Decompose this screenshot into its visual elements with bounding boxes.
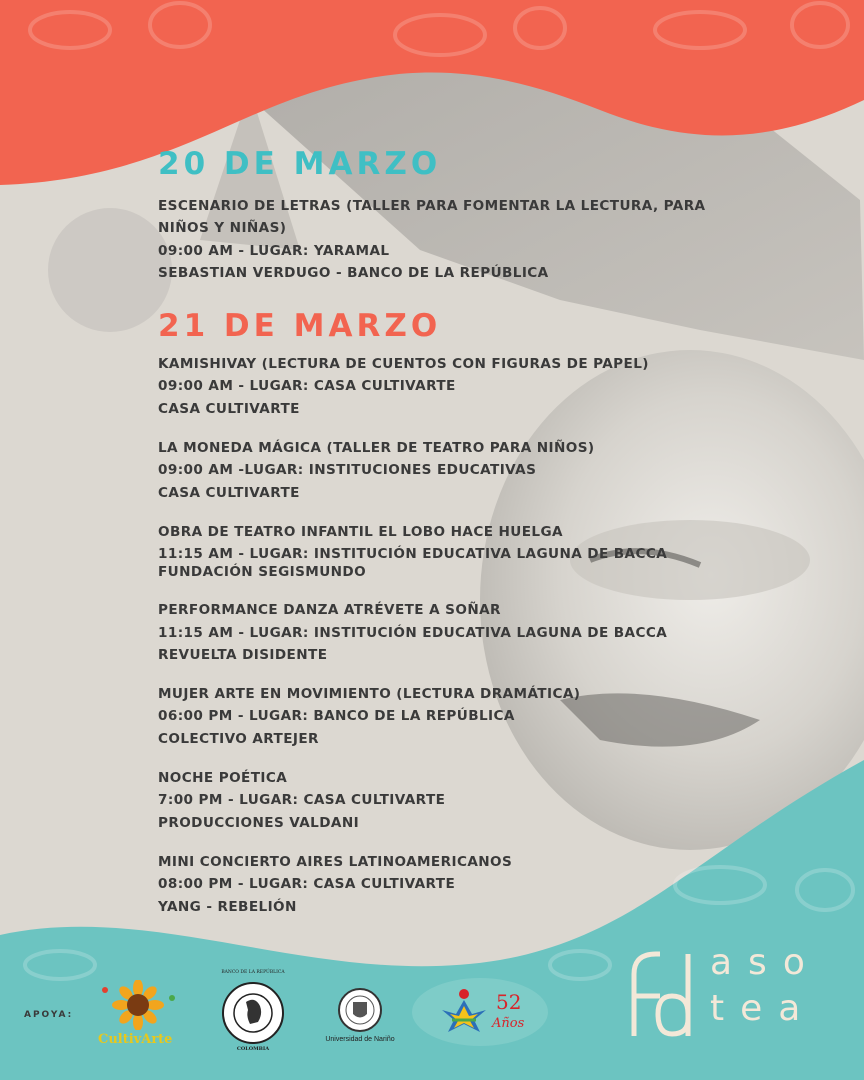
event-organizer: REVUELTA DISIDENTE bbox=[158, 647, 328, 663]
event-organizer: CASA CULTIVARTE bbox=[158, 401, 300, 417]
event-organizer: FUNDACIÓN SEGISMUNDO bbox=[158, 564, 367, 580]
anos-number: 52 bbox=[496, 990, 522, 1014]
event-time-place: 7:00 PM - LUGAR: CASA CULTIVARTE bbox=[158, 792, 446, 808]
photo-pompom bbox=[48, 208, 172, 332]
apoya-label: APOYA: bbox=[24, 1010, 74, 1020]
event-organizer: PRODUCCIONES VALDANI bbox=[158, 815, 360, 831]
event-time-place: 09:00 AM - LUGAR: YARAMAL bbox=[158, 243, 390, 259]
banco-country: COLOMBIA bbox=[236, 1046, 270, 1052]
event-time-place: 11:15 AM - LUGAR: INSTITUCIÓN EDUCATIVA LAGUNA DE BACCA bbox=[158, 546, 668, 562]
banco-republica-logo bbox=[221, 970, 285, 1052]
event-title: OBRA DE TEATRO INFANTIL EL LOBO HACE HUELGA bbox=[158, 524, 563, 540]
date-heading-20: 20 DE MARZO bbox=[158, 146, 442, 182]
udenar-name: Universidad de Nariño bbox=[325, 1036, 395, 1043]
event-time-place: 08:00 PM - LUGAR: CASA CULTIVARTE bbox=[158, 876, 456, 892]
event-organizer: YANG - REBELIÓN bbox=[158, 899, 297, 915]
asotea-logo bbox=[626, 940, 826, 1050]
event-title: MINI CONCIERTO AIRES LATINOAMERICANOS bbox=[158, 854, 513, 870]
sunflower-icon bbox=[96, 980, 180, 1030]
event-time-place: 09:00 AM - LUGAR: CASA CULTIVARTE bbox=[158, 378, 456, 394]
event-title: PERFORMANCE DANZA ATRÉVETE A SOÑAR bbox=[158, 602, 501, 618]
event-time-place: 06:00 PM - LUGAR: BANCO DE LA REPÚBLICA bbox=[158, 708, 515, 724]
event-title: LA MONEDA MÁGICA (TALLER DE TEATRO PARA NIÑOS) bbox=[158, 440, 595, 456]
university-shield-icon bbox=[320, 988, 400, 1032]
seal-icon bbox=[222, 982, 284, 1044]
event-time-place: 11:15 AM - LUGAR: INSTITUCIÓN EDUCATIVA LAGUNA DE BACCA bbox=[158, 625, 668, 641]
asotea-bottom-word: tea bbox=[710, 988, 817, 1029]
anos-word: Años bbox=[492, 1016, 525, 1031]
asotea-top-word: aso bbox=[710, 942, 821, 983]
event-title-cont: NIÑOS Y NIÑAS) bbox=[158, 220, 287, 236]
event-title: ESCENARIO DE LETRAS (TALLER PARA FOMENTAR LA LECTURA, PARA bbox=[158, 198, 706, 214]
event-organizer: SEBASTIAN VERDUGO - BANCO DE LA REPÚBLICA bbox=[158, 265, 549, 281]
event-title: NOCHE POÉTICA bbox=[158, 770, 288, 786]
event-title: KAMISHIVAY (LECTURA DE CUENTOS CON FIGURAS DE PAPEL) bbox=[158, 356, 649, 372]
event-organizer: CASA CULTIVARTE bbox=[158, 485, 300, 501]
aniversario-logo bbox=[438, 986, 534, 1040]
event-time-place: 09:00 AM -LUGAR: INSTITUCIONES EDUCATIVAS bbox=[158, 462, 537, 478]
cultivarte-logo bbox=[96, 980, 180, 1052]
asotea-mark-icon bbox=[626, 944, 706, 1044]
event-title: MUJER ARTE EN MOVIMIENTO (LECTURA DRAMÁTICA) bbox=[158, 686, 581, 702]
udenar-logo bbox=[320, 988, 400, 1048]
cultivarte-wordmark: CultivArte bbox=[98, 1032, 173, 1047]
banco-name: BANCO DE LA REPÚBLICA bbox=[221, 970, 285, 975]
star-figure-icon bbox=[438, 986, 490, 1034]
date-heading-21: 21 DE MARZO bbox=[158, 308, 442, 344]
event-organizer: COLECTIVO ARTEJER bbox=[158, 731, 319, 747]
